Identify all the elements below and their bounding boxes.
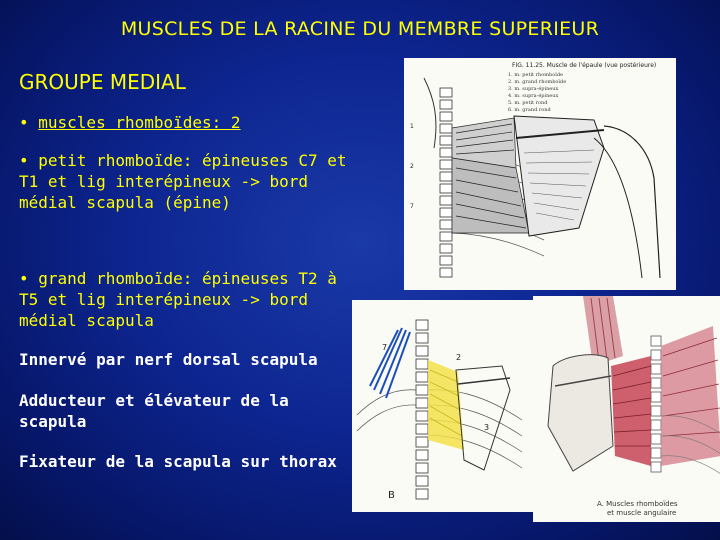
section-heading: GROUPE MEDIAL [19,70,186,94]
anatomy-figure-colored-skeleton [352,300,535,512]
bullet-rhomboids-text: muscles rhomboïdes: 2 [38,113,241,132]
figure-label: 3 [484,423,490,432]
figure-caption: FIG. 11.25. Muscle de l'épaule (vue postérieure) [512,62,657,69]
figure-label: 7 [382,343,388,352]
figure-label: 2 [410,163,414,170]
figure-label: 1 [410,123,414,130]
figure-legend [508,72,566,114]
figure-caption-line2: et muscle angulaire [607,509,677,517]
colored-skeleton-drawing [352,300,535,512]
legend-item: 6. m. grand rond [508,107,551,113]
action-text: Adducteur et élévateur de la scapula [19,391,289,431]
legend-item: 3. m. supra-épineux [508,86,559,92]
legend-item: 4. m. supra-épineux [508,93,559,99]
slide-title: MUSCLES DE LA RACINE DU MEMBRE SUPERIEUR [120,18,600,40]
figure-label: 2 [456,353,462,362]
legend-item: 5. m. petit rond [508,100,548,106]
legend-item: 2. m. grand rhomboïde [508,79,567,85]
bullet-grand-rhomboide: • grand rhomboïde: épineuses T2 à T5 et lig interépineux -> bord médial scapula [19,269,337,330]
anatomy-figure-posterior-view [404,58,676,290]
legend-item: 1. m. petit rhomboïde [508,72,563,78]
bullet-marker: • [19,113,39,132]
bullet-rhomboids [19,112,359,133]
innervation-text: Innervé par nerf dorsal scapula [19,350,318,369]
figure-caption-line1: A. Muscles rhomboïdes [597,500,678,508]
figure-label: B [388,490,395,501]
bullet-petit-rhomboide: • petit rhomboïde: épineuses C7 et T1 et lig interépineux -> bord médial scapula (épine) [19,151,347,212]
figure-label: 7 [410,203,414,210]
anatomy-figure-muscles-illustration [533,296,720,522]
muscles-illustration-drawing [533,296,720,522]
fixation-text: Fixateur de la scapula sur thorax [19,452,337,471]
